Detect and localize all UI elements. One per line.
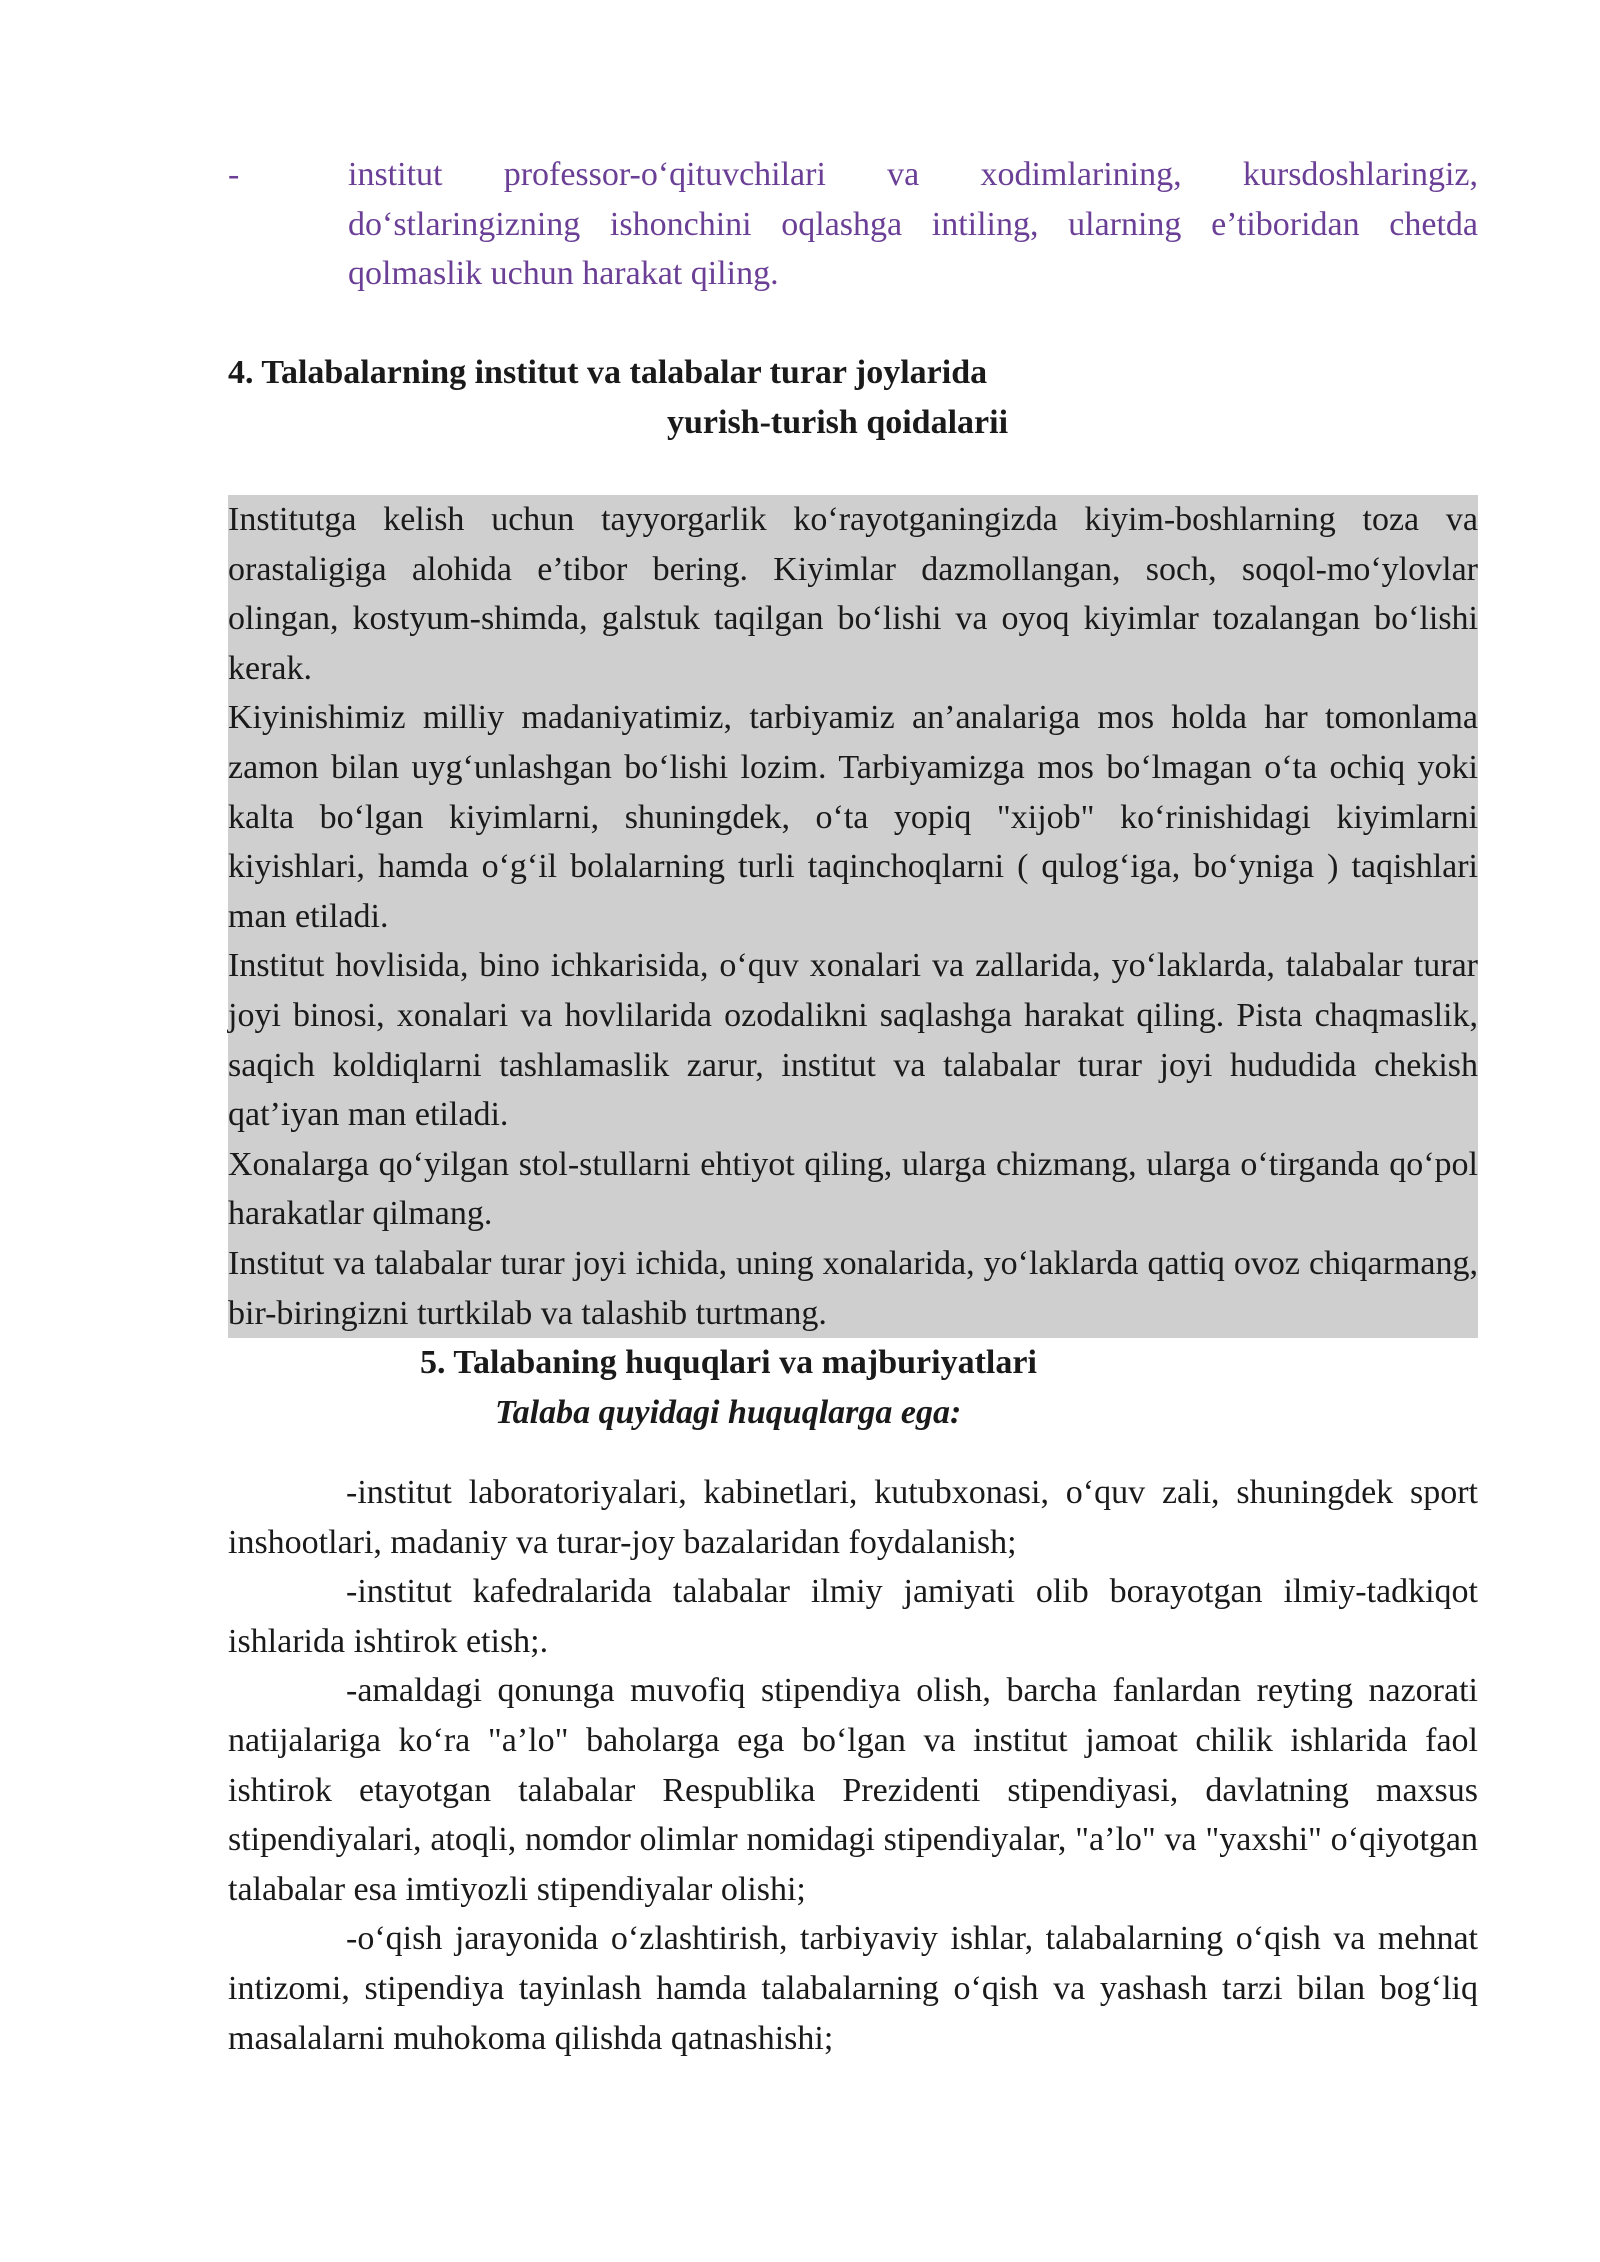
- section5-subtitle: Talaba quyidagi huquqlarga ega:: [495, 1394, 962, 1431]
- list-dash: -: [228, 156, 240, 193]
- intro-list-item: [228, 150, 1478, 299]
- highlighted-paragraph: Institut va talabalar turar joyi ichida, uning xonalarida, yo‘laklarda qattiq ovoz chiqarmang, bir-biringizni turtkilab va talashib turtmang.: [228, 1239, 1478, 1338]
- section5-rights-list: [228, 1468, 1478, 2063]
- dash-list-item: [228, 150, 1478, 299]
- rights-item: -amaldagi qonunga muvofiq stipendiya olish, barcha fanlardan reyting nazorati natijalariga ko‘ra "a’lo" baholarga ega bo‘lgan va institut jamoat chilik ishlarida faol ishtirok etayotgan talabalar Respublika Prezidenti stipendiyasi, davlatning maxsus stipendiyalari, atoqli, nomdor olimlar nomidagi stipendiyalar, "a’lo" va "yaxshi" o‘qiyotgan talabalar esa imtiyozli stipendiyalar olishi;: [228, 1672, 1478, 1908]
- section5-title: 5. Talabaning huquqlari va majburiyatlari: [420, 1344, 1037, 1381]
- highlighted-paragraph: Institut hovlisida, bino ichkarisida, o‘quv xonalari va zallarida, yo‘laklarda, talabalar turar joyi binosi, xonalari va hovlilarida ozodalikni saqlashga harakat qiling. Pista chaqmaslik, saqich koldiqlarni tashlamaslik zarur, institut va talabalar turar joyi hududida chekish qat’iyan man etiladi.: [228, 941, 1478, 1139]
- rights-item: -institut kafedralarida talabalar ilmiy jamiyati olib borayotgan ilmiy-tadkiqot ishlarida ishtirok etish;.: [228, 1573, 1478, 1660]
- section4-title-line2: yurish-turish qoidalarii: [667, 404, 1009, 441]
- section4-title-line1: 4. Talabalarning institut va talabalar turar joylarida: [228, 354, 988, 391]
- list-item-text: institut professor-o‘qituvchilari va xodimlarining, kursdoshlaringiz, do‘stlaringizning ishonchini oqlashga intiling, ularning e’tiboridan chetda qolmaslik uchun harakat qiling.: [348, 156, 1478, 293]
- highlighted-paragraph: Kiyinishimiz milliy madaniyatimiz, tarbiyamiz an’analariga mos holda har tomonlama zamon bilan uyg‘unlashgan bo‘lishi lozim. Tarbiyamizga mos bo‘lmagan o‘ta ochiq yoki kalta bo‘lgan kiyimlarni, shuningdek, o‘ta yopiq "xijob" ko‘rinishidagi kiyimlarni kiyishlari, hamda o‘g‘il bolalarning turli taqinchoqlarni ( qulog‘iga, bo‘yniga ) taqishlari man etiladi.: [228, 693, 1478, 941]
- highlighted-paragraph: Institutga kelish uchun tayyorgarlik ko‘rayotganingizda kiyim-boshlarning toza va orastaligiga alohida e’tibor bering. Kiyimlar dazmollangan, soch, soqol-mo‘ylovlar olingan, kostyum-shimda, galstuk taqilgan bo‘lishi va oyoq kiyimlar tozalangan bo‘lishi kerak.: [228, 495, 1478, 693]
- section4-body: [228, 495, 1478, 1338]
- rights-item: -institut laboratoriyalari, kabinetlari, kutubxonasi, o‘quv zali, shuningdek sport inshootlari, madaniy va turar-joy bazalaridan foydalanish;: [228, 1474, 1478, 1561]
- highlighted-paragraph: Xonalarga qo‘yilgan stol-stullarni ehtiyot qiling, ularga chizmang, ularga o‘tirganda qo‘pol harakatlar qilmang.: [228, 1140, 1478, 1239]
- rights-item: -o‘qish jarayonida o‘zlashtirish, tarbiyaviy ishlar, talabalarning o‘qish va mehnat intizomi, stipendiya tayinlash hamda talabalarning o‘qish va yashash tarzi bilan bog‘liq masalalarni muhokoma qilishda qatnashishi;: [228, 1920, 1478, 2057]
